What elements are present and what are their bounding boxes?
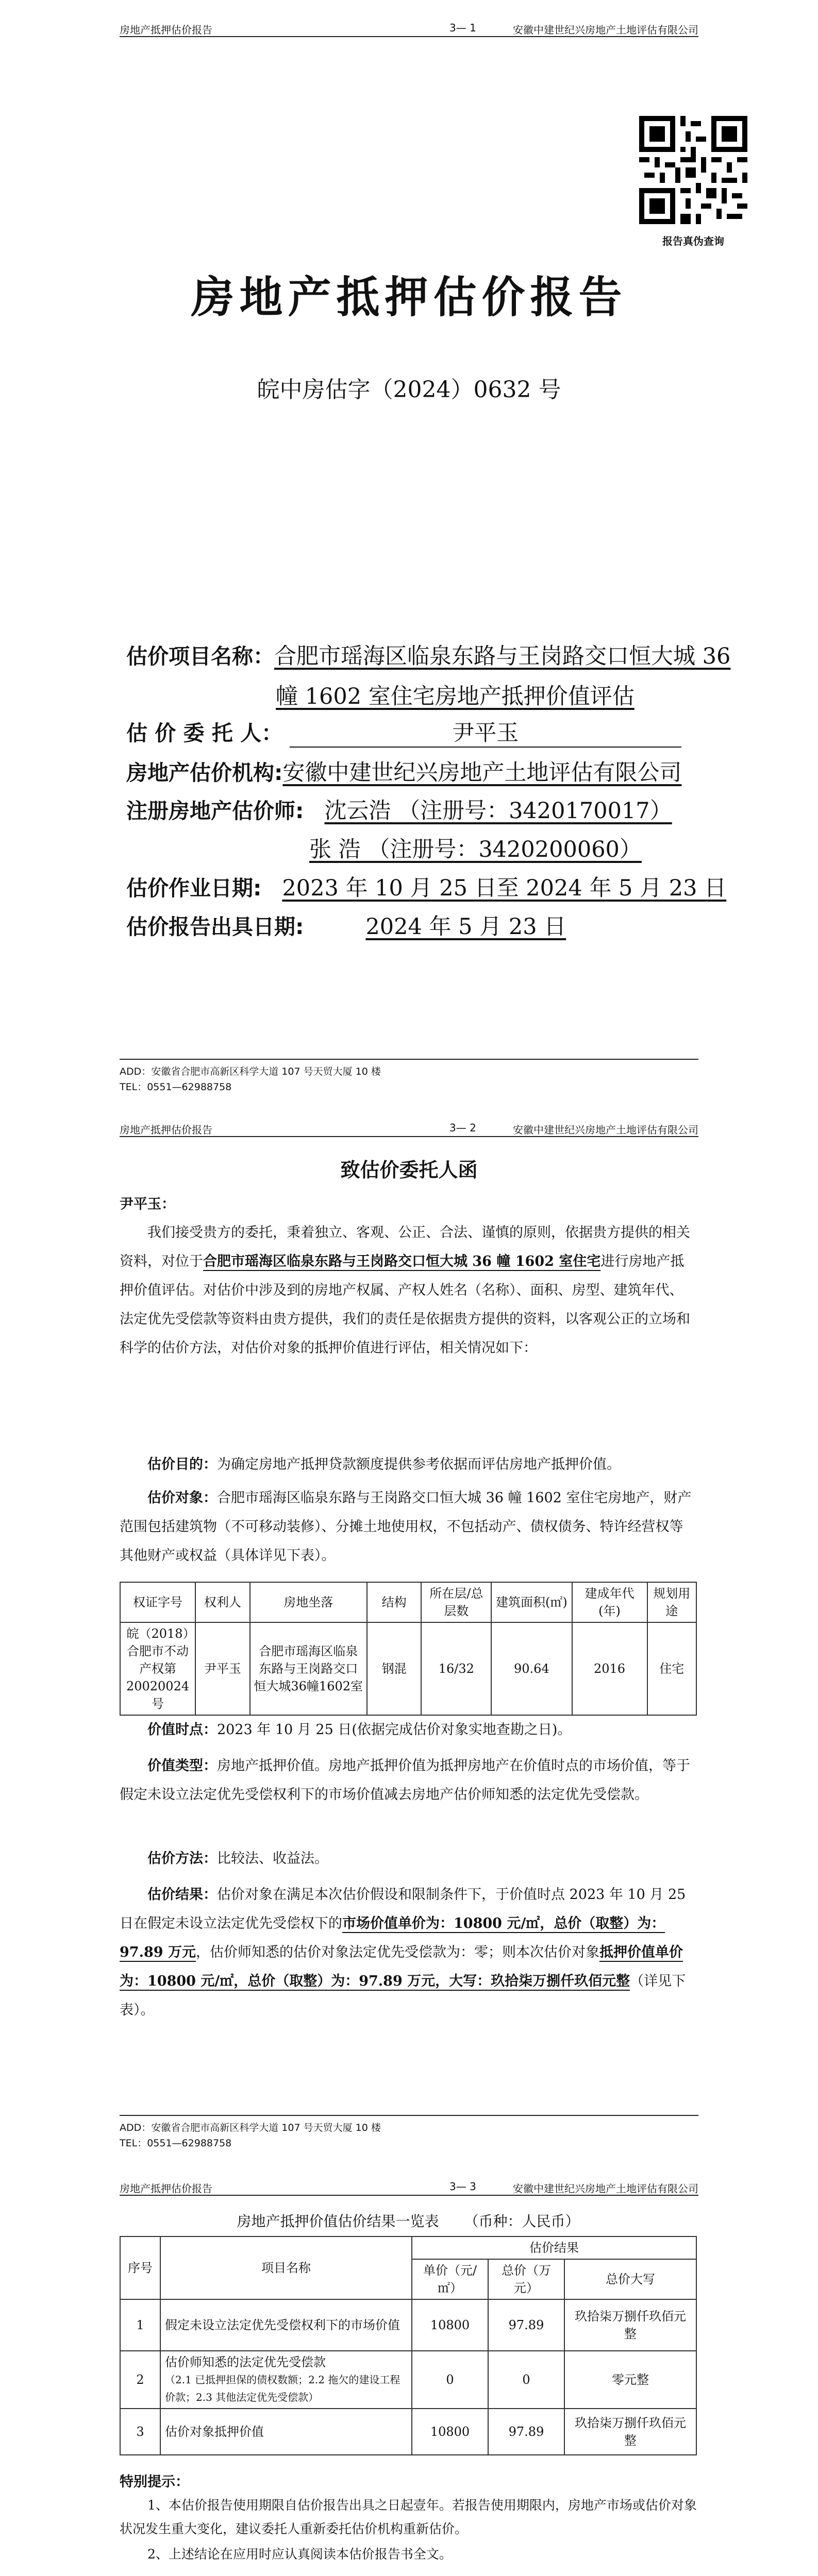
footer-address: ADD：安徽省合肥市高新区科学大道 107 号天贸大厦 10 楼 xyxy=(120,1066,381,1077)
intro-text-a: 我们接受贵方的委托，秉着独立、客观、公正、合法、谨慎的原则，依据贵方提供的相关资料，对位于 xyxy=(120,1225,690,1269)
table-header-cell: 建筑面积(㎡) xyxy=(491,1582,572,1622)
object-text: 合肥市瑶海区临泉东路与王岗路交口恒大城 36 幢 1602 室住宅房地产，财产范围包括建筑物（不可移动装修）、分摊土地使用权，不包括动产、债权债务、特许经营权等其他财产或权益（具体详见下表）。 xyxy=(120,1490,692,1564)
appraiser-label: 注册房地产估价师: xyxy=(126,799,304,823)
header-page-number: 3— 3 xyxy=(449,2180,476,2193)
report-title: 房地产抵押估价报告 xyxy=(191,272,627,323)
work-date-row xyxy=(126,871,726,902)
row-total: 0 xyxy=(488,2351,564,2409)
table-header-row xyxy=(120,1582,696,1622)
currency-note: （币种：人民币） xyxy=(464,2213,580,2230)
project-value-2: 幢 1602 室住宅房地产抵押价值评估 xyxy=(276,684,635,709)
row-total: 97.89 xyxy=(488,2409,564,2455)
value-date-label: 价值时点： xyxy=(147,1722,217,1738)
table-header-cell: 权利人 xyxy=(195,1582,250,1622)
work-date-label: 估价作业日期: xyxy=(126,876,262,901)
row-no: 2 xyxy=(120,2351,160,2409)
row-item: 估价对象抵押价值 xyxy=(160,2409,412,2455)
report-date-label: 估价报告出具日期: xyxy=(126,914,304,939)
row-item-sub: （2.1 已抵押担保的债权数额；2.2 拖欠的建设工程价款；2.3 其他法定优先受偿款） xyxy=(165,2374,400,2403)
col-upper: 总价大写 xyxy=(564,2259,696,2299)
results-table xyxy=(120,2236,697,2455)
intro-paragraph xyxy=(120,1218,697,1363)
client-row xyxy=(126,716,681,748)
row-upper: 玖拾柒万捌仟玖佰元整 xyxy=(564,2299,696,2351)
row-no: 1 xyxy=(120,2299,160,2351)
appraiser-row-2 xyxy=(309,832,642,863)
row-item-main: 估价师知悉的法定优先受偿款 xyxy=(165,2355,326,2369)
appraiser-2: 张 浩 （注册号：3420200060） xyxy=(309,837,642,862)
value-date-text: 2023 年 10 月 25 日(依据完成估价对象实地查勘之日)。 xyxy=(217,1722,572,1738)
page-footer xyxy=(120,2115,698,2151)
row-unit: 0 xyxy=(412,2351,488,2409)
purpose-paragraph xyxy=(120,1450,697,1479)
row-unit: 10800 xyxy=(412,2409,488,2455)
intro-text-c: 进行房地产抵押价值评估。对估价中涉及到的房地产权属、产权人姓名（名称）、面积、房型、建筑年代、法定优先受偿款等资料由贵方提供，我们的责任是依据贵方提供的资料，以客观公正的立场和科学的估价方法，对估价对象的抵押价值进行评估，相关情况如下： xyxy=(120,1253,690,1356)
table-header-cell: 房地坐落 xyxy=(250,1582,367,1622)
row-upper: 零元整 xyxy=(564,2351,696,2409)
page-header xyxy=(120,21,698,37)
header-right: 安徽中建世纪兴房地产土地评估有限公司 xyxy=(513,2182,698,2195)
appraiser-row xyxy=(126,793,672,825)
qr-code-icon xyxy=(639,116,747,224)
letter-title: 致估价委托人函 xyxy=(340,1158,478,1181)
property-table xyxy=(120,1582,697,1716)
header-left: 房地产抵押估价报告 xyxy=(120,1124,212,1136)
table-cell: 2016 xyxy=(572,1622,647,1715)
header-left: 房地产抵押估价报告 xyxy=(120,2182,212,2195)
row-total: 97.89 xyxy=(488,2299,564,2351)
object-label: 估价对象： xyxy=(147,1490,217,1506)
page-header xyxy=(120,2179,698,2196)
method-paragraph xyxy=(120,1844,697,1873)
special-note-1-text: 1、本估价报告使用期限自估价报告出具之日起壹年。若报告使用期限内，房地产市场或估价对象状况发生重大变化，建议委托人重新委托估价机构重新估价。 xyxy=(120,2498,697,2536)
client-label: 估 价 委 托 人： xyxy=(126,721,283,745)
salutation: 尹平玉： xyxy=(120,1196,175,1212)
client-value: 尹平玉 xyxy=(290,720,681,748)
table-cell: 16/32 xyxy=(421,1622,491,1715)
document-number: 皖中房估字（2024）0632 号 xyxy=(257,377,561,403)
row-unit: 10800 xyxy=(412,2299,488,2351)
value-date-paragraph xyxy=(120,1716,697,1744)
result-mortgage-value: 抵押价值单价为：10800 元/㎡，总价（取整）为：97.89 万元，大写：玖拾柒万捌仟玖佰元整 xyxy=(120,1944,683,1989)
special-notes-title: 特别提示： xyxy=(120,2474,189,2490)
footer-tel: TEL：0551—62988758 xyxy=(120,1081,232,1093)
work-date-value: 2023 年 10 月 25 日至 2024 年 5 月 23 日 xyxy=(282,875,727,901)
header-right: 安徽中建世纪兴房地产土地评估有限公司 xyxy=(513,24,698,36)
page-header xyxy=(120,1121,698,1137)
report-date-value: 2024 年 5 月 23 日 xyxy=(365,914,566,940)
table-row xyxy=(120,2409,696,2455)
method-text: 比较法、收益法。 xyxy=(217,1851,328,1867)
result-text-e: （详见下表）。 xyxy=(120,1973,686,2018)
header-page-number: 3— 1 xyxy=(449,22,476,34)
result-text-c: ，估价师知悉的估价对象法定优先受偿款为：零；则本次估价对象 xyxy=(195,1944,599,1960)
agency-value: 安徽中建世纪兴房地产土地评估有限公司 xyxy=(282,760,682,786)
result-paragraph xyxy=(120,1880,697,2025)
table-row xyxy=(120,1622,696,1715)
results-table-title: 房地产抵押价值估价结果一览表 xyxy=(237,2213,439,2230)
row-item: 假定未设立法定优先受偿权利下的市场价值 xyxy=(160,2299,412,2351)
page-letter xyxy=(0,1100,818,2154)
footer-tel: TEL：0551—62988758 xyxy=(120,2138,232,2149)
qr-caption: 报告真伪查询 xyxy=(662,235,724,247)
col-total: 总价（万元） xyxy=(488,2259,564,2299)
row-item xyxy=(160,2351,412,2409)
table-header-cell: 建成年代(年) xyxy=(572,1582,647,1622)
result-text-a: 估价对象在满足本次估价假设和限制条件下，于价值时点 2023 年 10 月 25 日在假定未设立法定优先受偿权下的 xyxy=(120,1887,686,1931)
report-date-row xyxy=(126,909,628,941)
purpose-label: 估价目的： xyxy=(147,1456,217,1472)
table-header-row xyxy=(120,2236,696,2259)
value-type-paragraph xyxy=(120,1752,697,1809)
table-cell: 合肥市瑶海区临泉东路与王岗路交口恒大城36幢1602室 xyxy=(250,1622,367,1715)
appraiser-1: 沈云浩 （注册号：3420170017） xyxy=(324,798,672,824)
value-type-text: 房地产抵押价值。房地产抵押价值为抵押房地产在价值时点的市场价值，等于假定未设立法定优先受偿权利下的市场价值减去房地产估价师知悉的法定优先受偿款。 xyxy=(120,1758,690,1803)
table-cell: 钢混 xyxy=(367,1622,422,1715)
purpose-text: 为确定房地产抵押贷款额度提供参考依据而评估房地产抵押价值。 xyxy=(217,1456,621,1472)
header-right: 安徽中建世纪兴房地产土地评估有限公司 xyxy=(513,1124,698,1136)
method-label: 估价方法： xyxy=(147,1851,217,1867)
table-header-cell: 所在层/总层数 xyxy=(421,1582,491,1622)
agency-row xyxy=(126,755,681,787)
page-results xyxy=(0,2159,818,2576)
special-note-1 xyxy=(120,2494,697,2541)
table-cell: 皖（2018）合肥市不动产权第20020024号 xyxy=(120,1622,195,1715)
row-no: 3 xyxy=(120,2409,160,2455)
col-unit: 单价（元/㎡） xyxy=(412,2259,488,2299)
special-note-2 xyxy=(120,2543,697,2566)
table-header-cell: 权证字号 xyxy=(120,1582,195,1622)
table-row xyxy=(120,2351,696,2409)
page-cover xyxy=(0,0,818,1097)
project-value-1: 合肥市瑶海区临泉东路与王岗路交口恒大城 36 xyxy=(274,643,731,669)
footer-address: ADD：安徽省合肥市高新区科学大道 107 号天贸大厦 10 楼 xyxy=(120,2122,381,2133)
col-no: 序号 xyxy=(120,2236,160,2299)
col-result: 估价结果 xyxy=(412,2236,696,2259)
page-footer xyxy=(120,1059,698,1095)
intro-address: 合肥市瑶海区临泉东路与王岗路交口恒大城 36 幢 1602 室住宅 xyxy=(203,1253,601,1269)
table-cell: 尹平玉 xyxy=(195,1622,250,1715)
table-header-cell: 结构 xyxy=(367,1582,422,1622)
result-market-value: 市场价值单价为：10800 元/㎡，总价（取整）为：97.89 万元 xyxy=(120,1916,665,1960)
col-item: 项目名称 xyxy=(160,2236,412,2299)
row-upper: 玖拾柒万捌仟玖佰元整 xyxy=(564,2409,696,2455)
results-table-caption xyxy=(120,2210,697,2231)
value-type-label: 价值类型： xyxy=(147,1758,217,1774)
project-name-row-2 xyxy=(276,679,635,710)
result-label: 估价结果： xyxy=(147,1887,217,1903)
table-header-cell: 规划用途 xyxy=(647,1582,696,1622)
table-row xyxy=(120,2299,696,2351)
project-label: 估价项目名称： xyxy=(126,644,274,669)
header-left: 房地产抵押估价报告 xyxy=(120,24,212,36)
header-page-number: 3— 2 xyxy=(449,1122,476,1134)
special-note-2-text: 2、上述结论在应用时应认真阅读本估价报告书全文。 xyxy=(147,2547,452,2562)
table-cell: 90.64 xyxy=(491,1622,572,1715)
object-paragraph xyxy=(120,1484,697,1570)
agency-label: 房地产估价机构: xyxy=(126,760,283,785)
table-cell: 住宅 xyxy=(647,1622,696,1715)
project-name-row xyxy=(126,639,730,670)
